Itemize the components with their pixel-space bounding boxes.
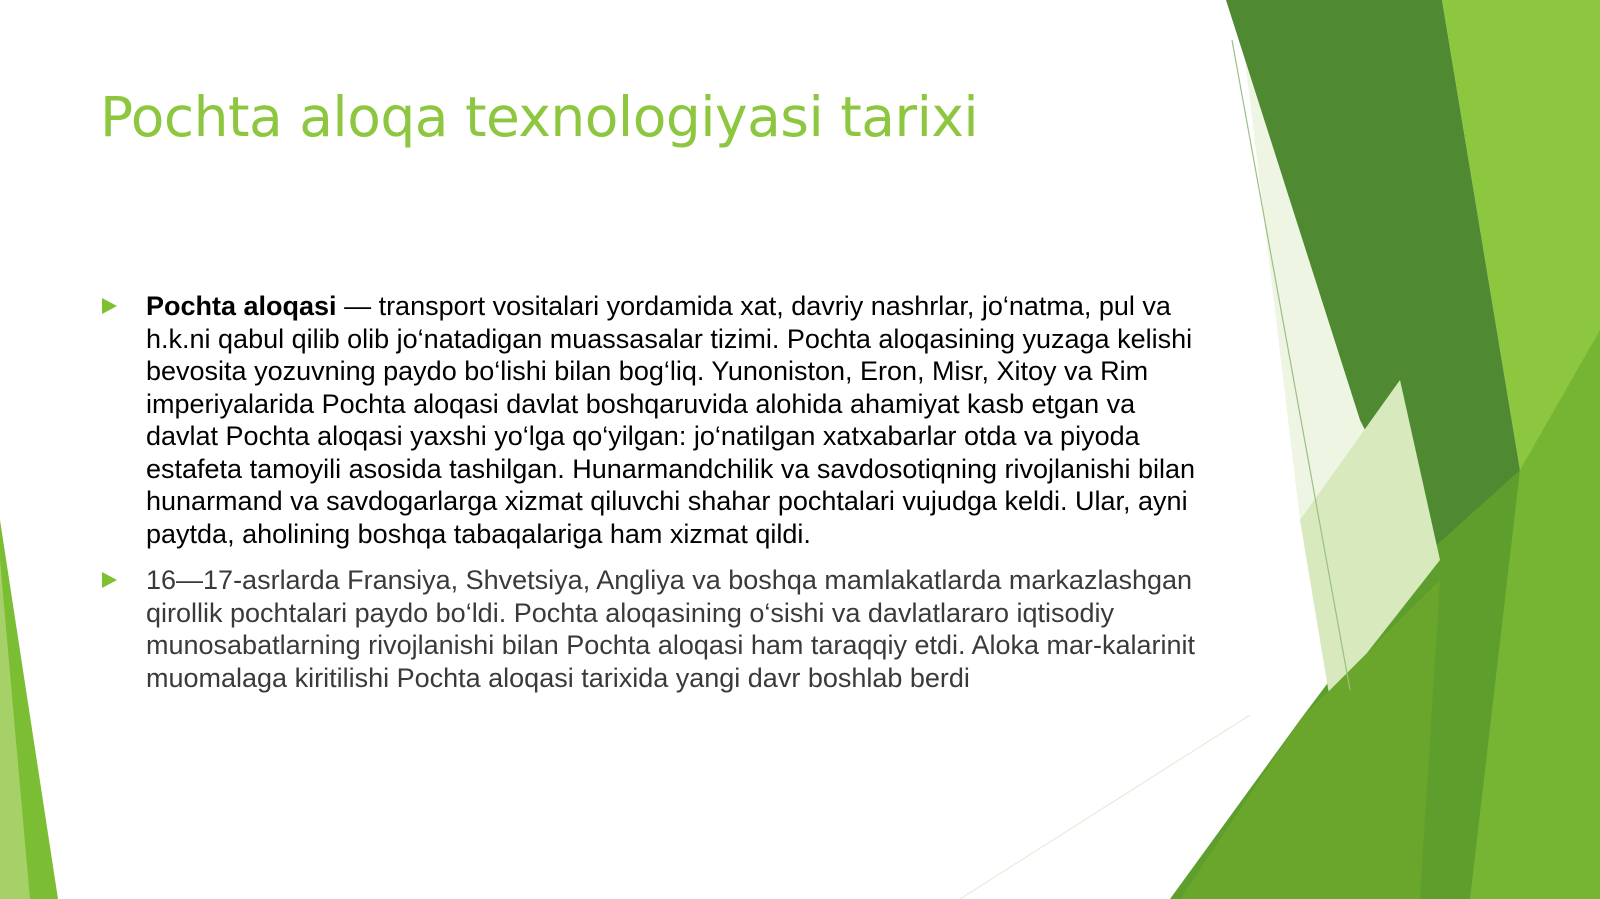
bullet-item [100, 564, 1210, 694]
bullet-item [100, 290, 1210, 550]
triangle-right-bullet-icon [102, 298, 117, 314]
bullet-text: — transport vositalari yordamida xat, davriy nashrlar, jo‘natma, pul va h.k.ni qabul qilib olib jo‘natadigan muassasalar tizimi. Pochta aloqasining yuzaga kelishi bevosita yozuvning paydo bo‘lishi bilan bog‘liq. Yunoniston, Eron, Misr, Xitoy va Rim imperiyalarida Pochta aloqasi davlat boshqaruvida alohida ahamiyat kasb etgan va davlat Pochta aloqasi yaxshi yo‘lga qo‘yilgan: jo‘natilgan xatxabarlar otda va piyoda estafeta tamoyili asosida tashilgan. Hunarmandchilik va savdosotiqning rivojlanishi bilan hunarmand va savdogarlarga xizmat qiluvchi shahar pochtalari vujudga keldi. Ular, ayni paytda, aholining boshqa tabaqalariga ham xizmat qildi. [146, 291, 1196, 549]
right-bottom-dark [1180, 580, 1440, 899]
bullet-text: 16—17-asrlarda Fransiya, Shvetsiya, Angliya va boshqa mamlakatlarda markazlashgan qirollik pochtalari paydo bo‘ldi. Pochta aloqasining o‘sishi va davlatlararo iqtisodiy munosabatlarning rivojlanishi bilan Pochta aloqasi ham taraqqiy etdi. Aloka mar-kalarinit muomalaga kiritilishi Pochta aloqasi tarixida yangi davr boshlab berdi [146, 565, 1196, 693]
triangle-right-bullet-icon [102, 572, 117, 588]
bullet-term: Pochta aloqasi [146, 291, 337, 321]
bullet-list [100, 290, 1210, 708]
slide-title: Pochta aloqa texnologiyasi tarixi [100, 85, 979, 149]
